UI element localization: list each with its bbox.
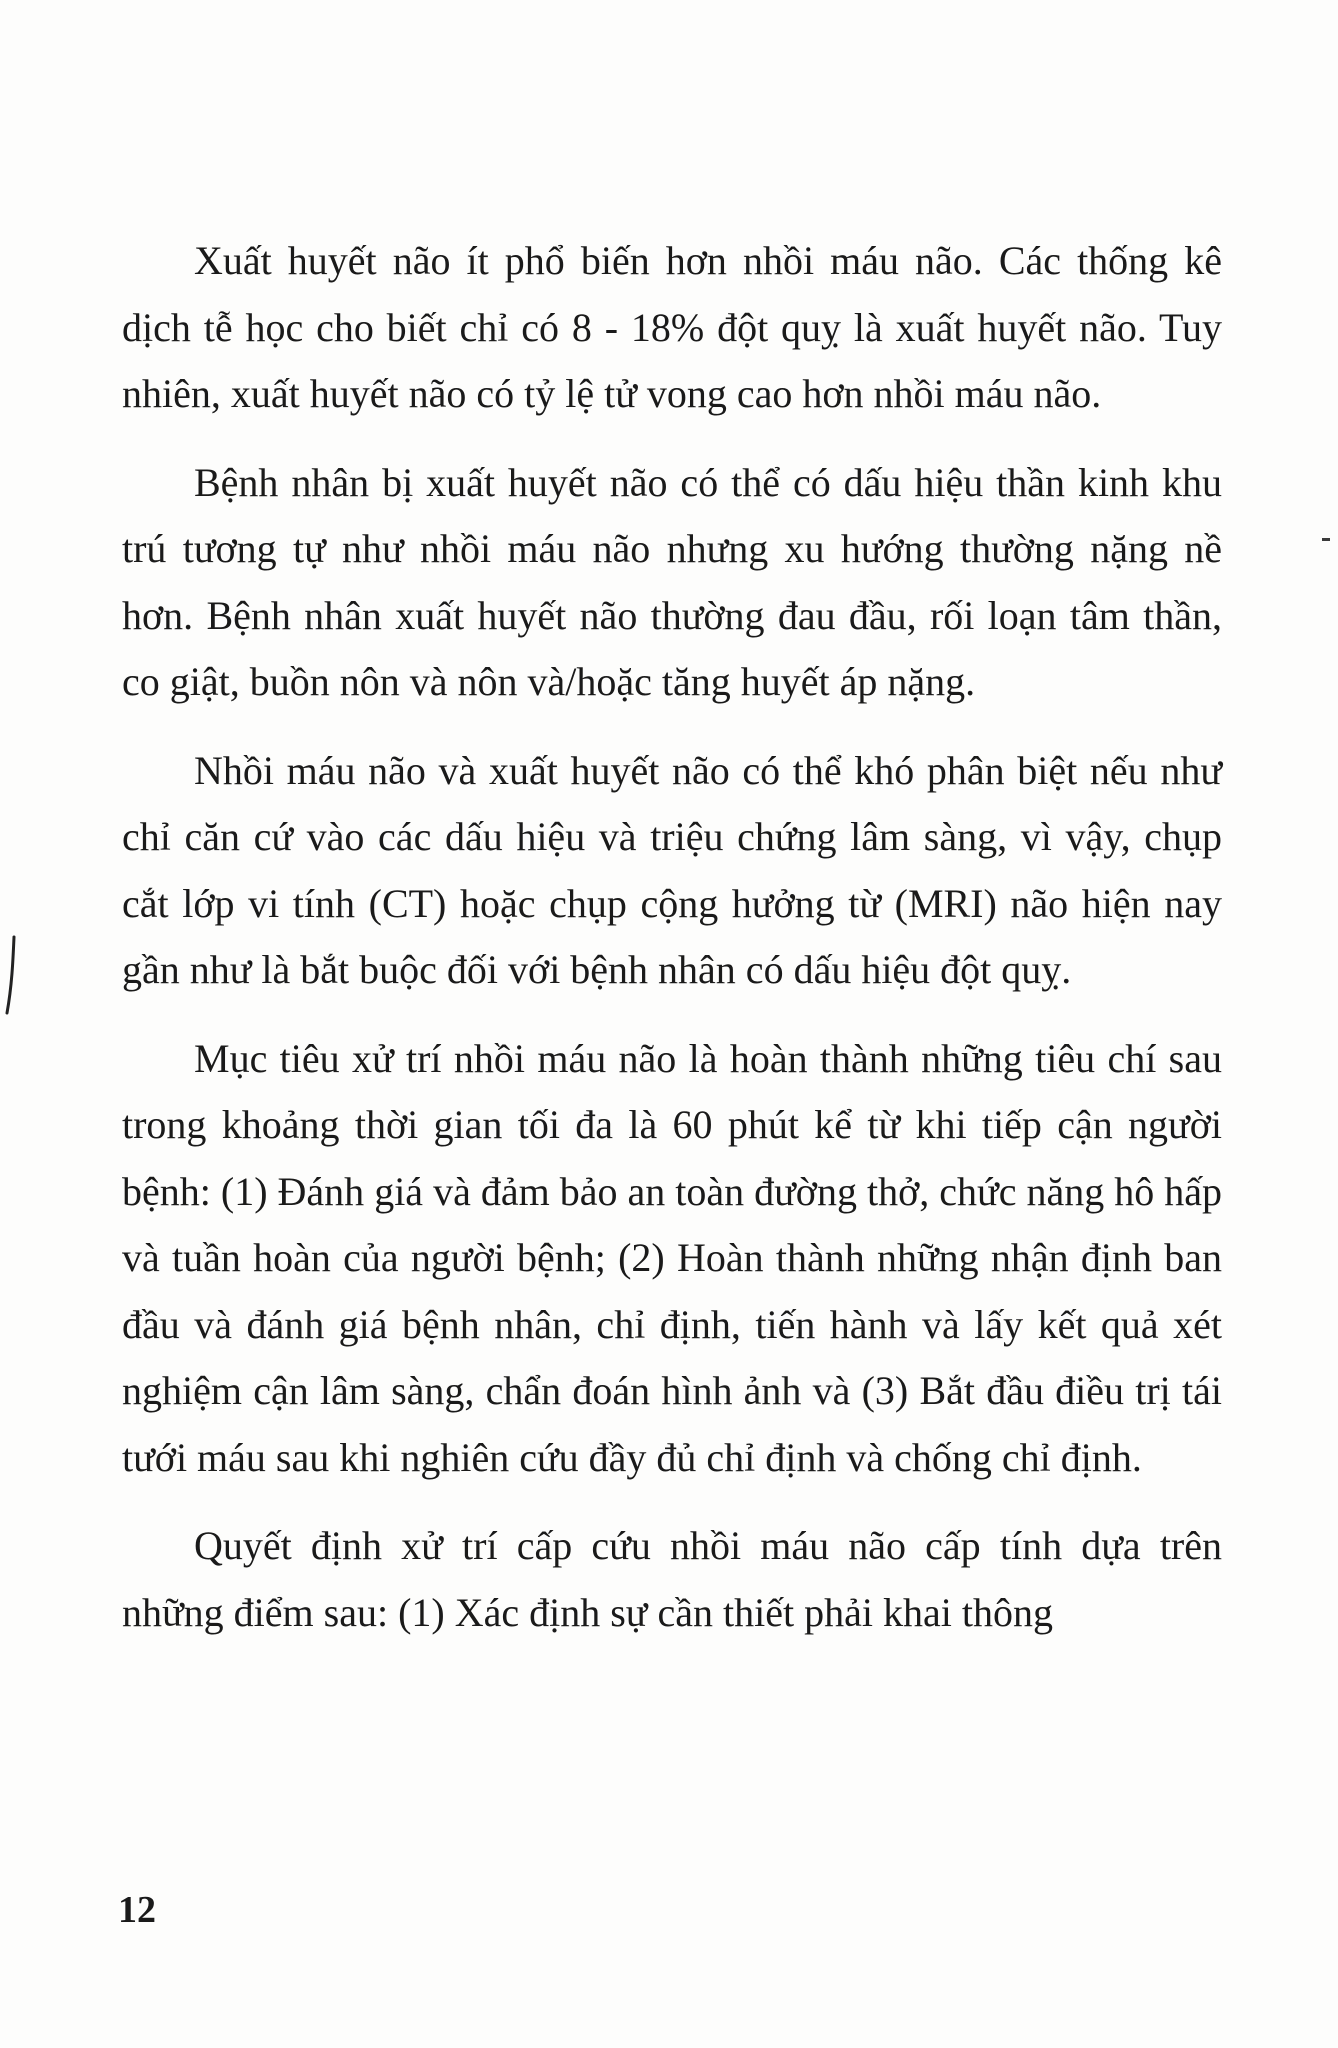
paragraph-4: Mục tiêu xử trí nhồi máu não là hoàn thành những tiêu chí sau trong khoảng thời gian tối đa là 60 phút kể từ khi tiếp cận người bệnh: (1) Đánh giá và đảm bảo an toàn đường thở, chức năng hô hấp và tuần hoàn của người bệnh; (2) Hoàn thành những nhận định ban đầu và đánh giá bệnh nhân, chỉ định, tiến hành và lấy kết quả xét nghiệm cận lâm sàng, chẩn đoán hình ảnh và (3) Bắt đầu điều trị tái tưới máu sau khi nghiên cứu đầy đủ chỉ định và chống chỉ định.	[122, 1035, 1222, 1480]
paragraph-2: Bệnh nhân bị xuất huyết não có thể có dấu hiệu thần kinh khu trú tương tự như nhồi máu não nhưng xu hướng thường nặng nề hơn. Bệnh nhân xuất huyết não thường đau đầu, rối loạn tâm thần, co giật, buồn nôn và nôn và/hoặc tăng huyết áp nặng.	[122, 459, 1222, 704]
page-body	[122, 228, 1222, 1668]
paragraph-3: Nhồi máu não và xuất huyết não có thể khó phân biệt nếu như chỉ căn cứ vào các dấu hiệu và triệu chứng lâm sàng, vì vậy, chụp cắt lớp vi tính (CT) hoặc chụp cộng hưởng từ (MRI) não hiện nay gần như là bắt buộc đối với bệnh nhân có dấu hiệu đột quỵ.	[122, 747, 1222, 992]
paragraph-5: Quyết định xử trí cấp cứu nhồi máu não cấp tính dựa trên những điểm sau: (1) Xác định sự cần thiết phải khai thông	[122, 1523, 1222, 1635]
margin-dash-mark	[1322, 538, 1330, 541]
paragraph-1: Xuất huyết não ít phổ biến hơn nhồi máu não. Các thống kê dịch tễ học cho biết chỉ có 8 - 18% đột quỵ là xuất huyết não. Tuy nhiên, xuất huyết não có tỷ lệ tử vong cao hơn nhồi máu não.	[122, 238, 1222, 416]
page-number: 12	[118, 1889, 156, 1931]
margin-pen-mark	[4, 935, 18, 1015]
